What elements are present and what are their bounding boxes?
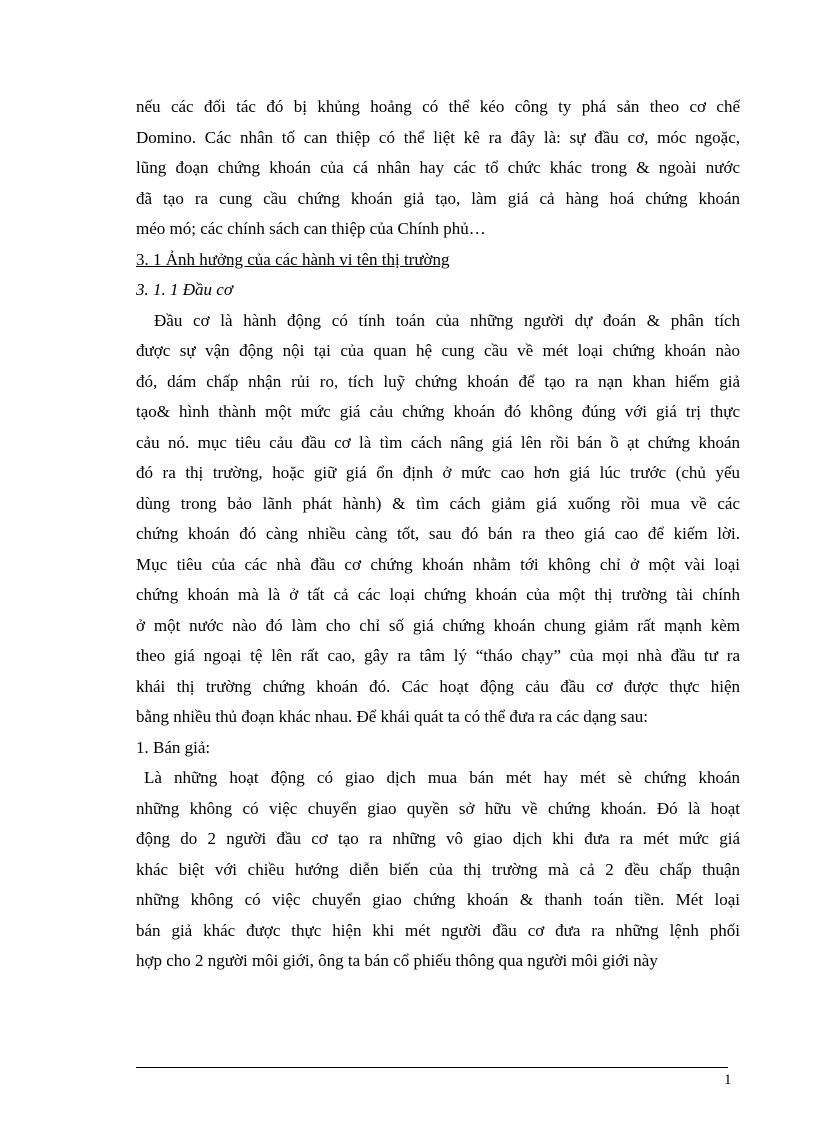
text-line: những không có việc chuyển giao quyền sở hữu về chứng khoán. Đó là hoạt (136, 798, 740, 818)
text-line: được sự vận động nội tại của quan hệ cung cầu về mét loại chứng khoán nào (136, 341, 740, 360)
text-line: chứng khoán mà là ở tất cả các loại chứng khoán của một thị trường tài chính (136, 585, 740, 604)
text-line: lũng đoạn chứng khoán của cá nhân hay các tổ chức khác trong & ngoài nước (136, 158, 740, 177)
text-line: ở một nước nào đó làm cho chỉ số giá chứng khoán chung giảm rất mạnh kèm (136, 615, 740, 635)
text-line: bằng nhiều thủ đoạn khác nhau. Để khái quát ta có thể đưa ra các dạng sau: (136, 707, 648, 726)
speculation-paragraph (136, 306, 740, 733)
text-line: theo giá ngoại tệ lên rất cao, gây ra tâm lý “tháo chạy” của mọi nhà đầu tư ra (136, 646, 740, 665)
text-line: méo mó; các chính sách can thiệp của Chính phủ… (136, 219, 486, 238)
page-number: 1 (724, 1072, 732, 1088)
text-line: khái thị trường chứng khoán đó. Các hoạt động cảu đầu cơ được thực hiện (136, 676, 740, 696)
footer-divider (136, 1067, 728, 1068)
text-line: chứng khoán đó càng nhiều càng tốt, sau đó bán ra theo giá cao để kiếm lời. (136, 524, 740, 543)
text-line: hợp cho 2 người môi giới, ông ta bán cổ phiếu thông qua người môi giới này (136, 951, 658, 970)
text-line: Đầu cơ là hành động có tính toán của những người dự đoán & phân tích (154, 310, 740, 330)
list-item-heading: 1. Bán giả: (136, 737, 211, 757)
intro-paragraph (136, 92, 740, 245)
text-line: Mục tiêu của các nhà đầu cơ chứng khoán nhằm tới không chỉ ở một vài loại (136, 554, 740, 574)
text-line: động do 2 người đầu cơ tạo ra những vô giao dịch khi đưa ra mét mức giá (136, 829, 740, 848)
text-line: dùng trong bảo lãnh phát hành) & tìm cách giảm giá xuống rồi mua về các (136, 493, 740, 513)
text-line: cảu nó. mục tiêu cảu đầu cơ là tìm cách nâng giá lên rồi bán ồ ạt chứng khoán (136, 432, 740, 452)
section-heading: 3. 1 Ảnh hưởng của các hành vi tên thị trường (136, 249, 450, 269)
text-line: những không có việc chuyển giao chứng khoán & thanh toán tiền. Mét loại (136, 890, 740, 909)
text-line: đã tạo ra cung cầu chứng khoán giả tạo, làm giá cả hàng hoá chứng khoán (136, 188, 740, 208)
text-line: Domino. Các nhân tố can thiệp có thể liệt kê ra đây là: sự đầu cơ, móc ngoặc, (136, 127, 740, 147)
text-line: bán giả khác được thực hiện khi mét người đầu cơ đưa ra những lệnh phối (136, 920, 740, 940)
text-line: đó ra thị trường, hoặc giữ giá ổn định ở mức cao hơn giá lúc trước (chủ yếu (136, 463, 740, 482)
subsection-heading: 3. 1. 1 Đầu cơ (136, 280, 233, 299)
text-line: nếu các đối tác đó bị khủng hoảng có thể kéo công ty phá sản theo cơ chế (136, 97, 740, 116)
text-line: khác biệt với chiều hướng diễn biến của thị trường mà cả 2 đều chấp thuận (136, 859, 740, 879)
text-line: đó, dám chấp nhận rủi ro, tích luỹ chứng khoán để tạo ra nạn khan hiếm giả (136, 371, 740, 391)
text-line: Là những hoạt động có giao dịch mua bán mét hay mét sè chứng khoán (144, 768, 740, 787)
document-page (136, 92, 740, 977)
fake-trading-paragraph (136, 763, 740, 977)
text-line: tạo& hình thành một mức giá cảu chứng khoán đó không đúng với giá trị thực (136, 402, 740, 421)
